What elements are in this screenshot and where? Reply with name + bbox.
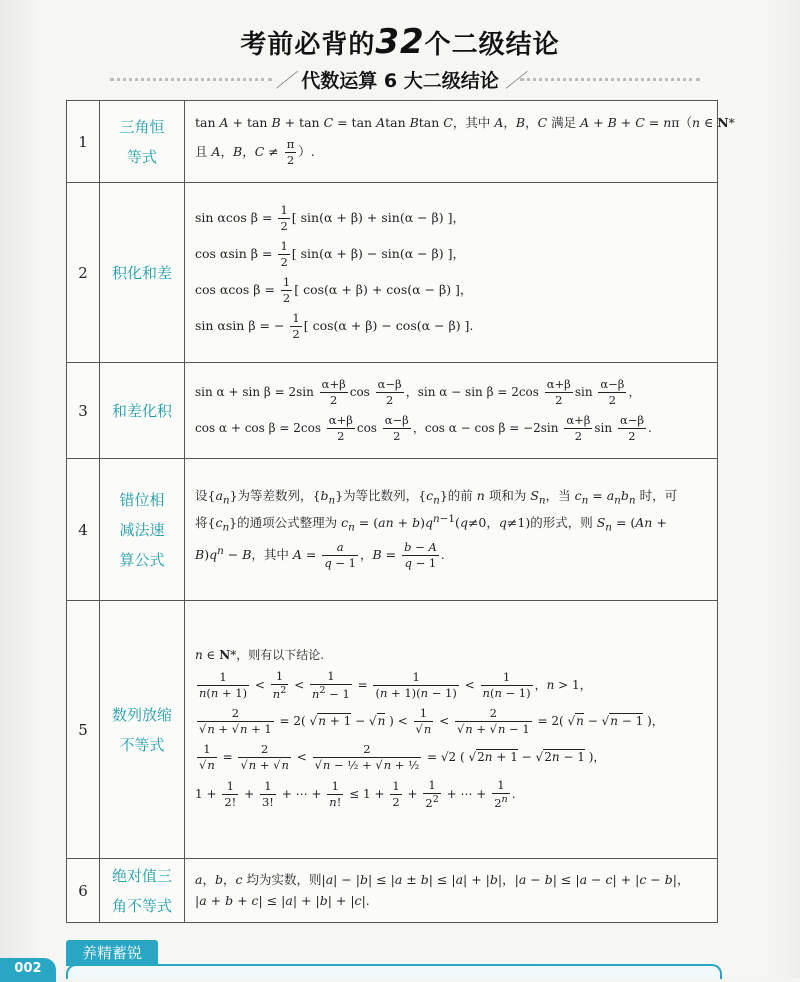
row-title: 和差化积: [100, 363, 185, 459]
table-row: [67, 183, 718, 363]
row-content: sin α + sin β = 2sin $\frac{\alpha+\beta}{2}$ cos $\frac{\alpha-\beta}{2}$ ，sin α − sin β = 2cos $\frac{\alpha+\beta}{2}$ sin $\frac{\alpha-\beta}{2}$ ， cos α + cos β = 2cos $\frac{\alpha+\beta}{2}$ cos $\frac{\alpha-\beta}{2}$ ，cos α − cos β = −2sin $\frac{\alpha+\beta}{2}$ sin $\frac{\alpha-\beta}{2}$ .: [185, 363, 718, 459]
row-title: 数列放缩 不等式: [100, 601, 185, 859]
row-title: 积化和差: [100, 183, 185, 363]
row-number: 4: [67, 459, 100, 601]
row-number: 6: [67, 859, 100, 923]
row-content: sin αcos β = $\frac{1}{2}$ [ sin(α + β) + sin(α − β) ]， cos αsin β = $\frac{1}{2}$ [ sin(α + β) − sin(α − β) ]， cos αcos β = $\frac{1}{2}$ [ cos(α + β) + cos(α − β) ]， sin αsin β = − $\frac{1}{2}$ [ cos(α + β) − cos(α − β) ].: [185, 183, 718, 363]
section-header: [0, 64, 800, 94]
row-title: 三角恒 等式: [100, 101, 185, 183]
table-row: [67, 601, 718, 859]
table-row: [67, 459, 718, 601]
table-row: [67, 101, 718, 183]
dotted-divider: [520, 78, 700, 84]
table-row: [67, 363, 718, 459]
row-title: 绝对值三 角不等式: [100, 859, 185, 923]
row-title: 错位相 减法速 算公式: [100, 459, 185, 601]
row-content: tan A + tan B + tan C = tan Atan Btan C，其中 A，B，C 满足 A + B + C = nπ（n ∈ N* 且 A，B，C ≠ $\frac{\pi}{2}$ ）.: [185, 101, 718, 183]
row-content: n ∈ N*，则有以下结论. $\frac{1}{n(n + 1)}$ < $\frac{1}{n^2}$ < $\frac{1}{n^2 - 1}$ = $\frac{1}{(n + 1)(n - 1)}$ < $\frac{1}{n(n - 1)}$ ，n > 1， $\frac{2}{√n + √n + 1}$ = 2( √n + 1 − √n ) < $\frac{1}{√n}$ < $\frac{2}{√n + √n - 1}$ = 2( √n − √n − 1 )， $\frac{1}{√n}$ = $\frac{2}{√n + √n}$ < $\frac{2}{\text{√n − ½ + √n + ½}}$ = √2 ( √2n + 1 − √2n − 1 )， 1 + $\frac{1}{2!}$ + $\frac{1}{3!}$ + ⋯ + $\frac{1}{n!}$ ≤ 1 + $\frac{1}{2}$ + $\frac{1}{2^2}$ + ⋯ + $\frac{1}{2^n}$ .: [185, 601, 718, 859]
row-number: 1: [67, 101, 100, 183]
dotted-divider: [110, 78, 272, 84]
page-number: 002: [0, 958, 56, 982]
row-content: 设$\{a_n\}$为等差数列，$\{b_n\}$为等比数列，$\{c_n\}$的前 n 项和为 $S_n$，当 $c_n = a_nb_n$ 时，可 将$\{c_n\}$的通项公式整理为 $c_n = (an + b)q^{n-1}(q\ne 0$，q≠1)的形式，则 $S_n = (An$ + $B)q^n - B$，其中 A = $\frac{a}{q - 1}$ ，B = $\frac{b - A}{q - 1}$ .: [185, 459, 718, 601]
section-tag: 养精蓄锐: [66, 940, 158, 966]
row-number: 2: [67, 183, 100, 363]
row-content: a，b，c 均为实数，则|a| − |b| ≤ |a ± b| ≤ |a| + |b|，|a − b| ≤ |a − c| + |c − b|， |a + b + c| ≤ |a| + |b| + |c|.: [185, 859, 718, 923]
row-number: 5: [67, 601, 100, 859]
conclusions-table: [66, 100, 735, 923]
row-number: 3: [67, 363, 100, 459]
page-title: 考前必背的32个二级结论: [240, 22, 560, 62]
section-title: ／ 代数运算 6 大二级结论 ／: [275, 70, 525, 92]
table-row: [67, 859, 718, 923]
